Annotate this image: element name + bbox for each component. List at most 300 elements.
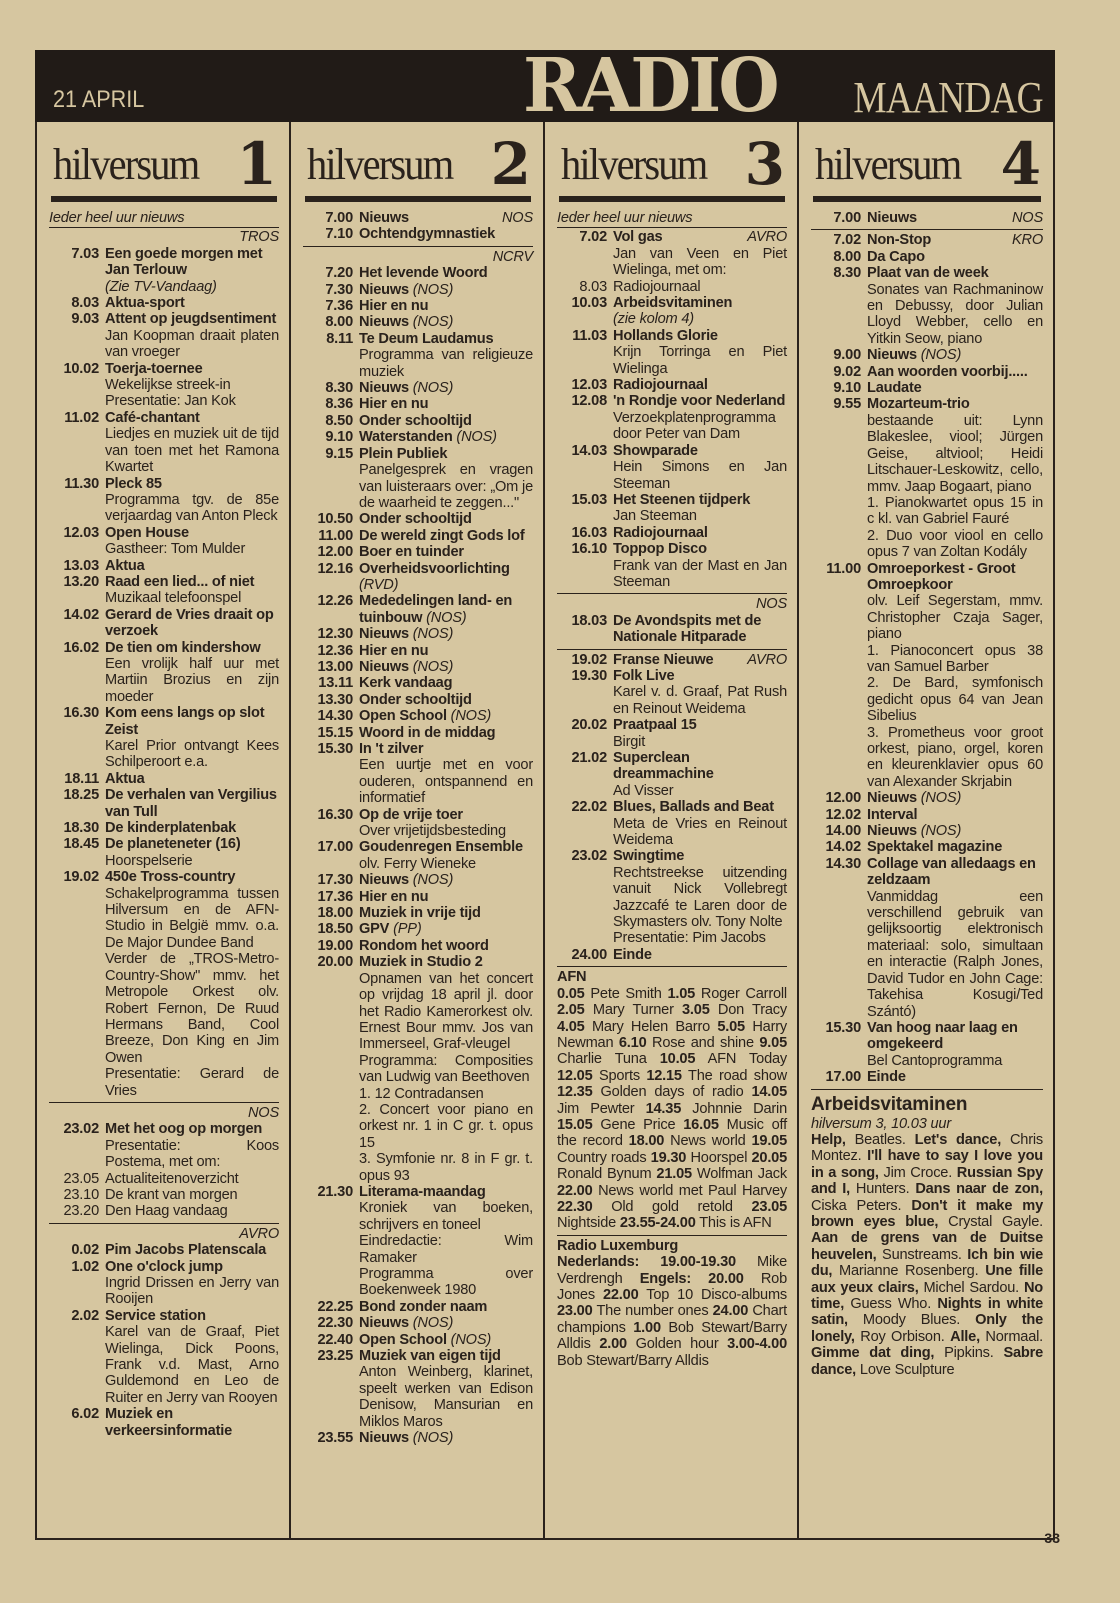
program-content — [105, 836, 279, 869]
program-broadcaster: (NOS) — [412, 281, 454, 298]
program-title: Aan woorden voorbij..... — [867, 363, 1028, 380]
program-broadcaster: (NOS) — [412, 872, 454, 889]
run-program: Mary Turner — [592, 1002, 674, 1019]
program-title-line — [105, 869, 279, 885]
program-title: Spektakel magazine — [867, 839, 1003, 856]
program-item — [303, 528, 533, 544]
run-time: 23.00 — [557, 1303, 593, 1320]
program-broadcaster: (NOS) — [920, 823, 962, 840]
broadcaster-label: NOS — [1011, 210, 1043, 226]
program-content — [613, 717, 787, 750]
program-description: Programma van religieuze muziek — [359, 347, 533, 380]
program-broadcaster: (NOS) — [412, 626, 454, 643]
program-time: 7.00 — [833, 210, 861, 226]
program-content — [359, 1332, 533, 1348]
program-title: Nieuws — [359, 380, 409, 397]
program-time: 8.30 — [833, 265, 861, 282]
program-time: 12.36 — [317, 642, 353, 659]
program-description: olv. Ferry Wieneke — [359, 855, 476, 872]
song-artist: Roy Orbison. — [860, 1328, 945, 1345]
program-title-line — [867, 561, 1043, 594]
program-title: Nieuws — [867, 347, 917, 364]
program-title-line — [867, 790, 1043, 806]
program-title: Toppop Disco — [613, 541, 707, 558]
program-title-line — [105, 525, 279, 541]
program-title-line — [359, 511, 533, 527]
program-time: 19.30 — [571, 667, 607, 684]
program-title: Den Haag vandaag — [105, 1203, 228, 1220]
program-description: Verder de „TROS-Metro-Country-Show" mmv. het Metropole Orkest olv. Robert Fernon, De Ruud Hermans Band, Cool Breeze, Don King en Jim Owen — [105, 951, 279, 1066]
program-time: 12.03 — [571, 377, 607, 394]
divider — [49, 1102, 279, 1103]
program-content — [613, 492, 787, 525]
station-columns — [37, 122, 1053, 1538]
program-item — [303, 282, 533, 298]
program-time: 14.00 — [825, 823, 861, 840]
run-program: Johnnie Darin — [692, 1100, 787, 1117]
run-program: Ronald Bynum — [557, 1166, 652, 1183]
program-item — [811, 364, 1043, 380]
program-title-line — [613, 229, 787, 245]
program-title: 'n Rondje voor Nederland — [613, 393, 786, 410]
program-time: 8.36 — [325, 396, 353, 413]
program-content — [359, 643, 533, 659]
program-time: 11.00 — [826, 560, 861, 577]
program-time: 13.20 — [63, 573, 99, 590]
station-heading — [559, 122, 785, 202]
program-time: 15.30 — [317, 741, 353, 757]
program-time: 7.20 — [325, 265, 353, 282]
program-content — [105, 476, 279, 525]
program-item — [303, 921, 533, 937]
program-content — [359, 593, 533, 626]
program-broadcaster: (NOS) — [450, 708, 492, 725]
program-title: Hollands Glorie — [613, 327, 718, 344]
program-time: 18.11 — [64, 770, 99, 787]
program-item — [557, 492, 787, 525]
program-description: 1. Pianoconcert opus 38 van Samuel Barber — [867, 642, 1043, 675]
program-description: Ingrid Drissen en Jerry van Rooijen — [105, 1275, 279, 1308]
program-title-line — [359, 380, 533, 396]
program-description: Programma tgv. de 85e verjaardag van Anton Pleck — [105, 491, 279, 525]
program-title: Rondom het woord — [359, 937, 489, 954]
program-time: 17.00 — [825, 1069, 861, 1086]
program-content — [359, 413, 533, 429]
program-item — [811, 839, 1043, 855]
program-content — [867, 249, 1043, 265]
program-item — [811, 1069, 1043, 1085]
program-content — [359, 396, 533, 412]
program-title: Franse Nieuwe — [613, 651, 714, 668]
program-description: Anton Weinberg, klarinet, speelt werken van Edison Denisow, Mansurian en Miklos Maros — [359, 1364, 533, 1430]
program-content — [867, 232, 1043, 248]
program-title: Mededelingen land- en tuinbouw — [359, 593, 513, 626]
program-item — [811, 347, 1043, 363]
run-time: 10.05 — [659, 1051, 696, 1068]
run-time: 6.10 — [618, 1034, 647, 1051]
program-time: 23.05 — [63, 1170, 99, 1187]
program-title: Service station — [105, 1307, 206, 1324]
program-title-line — [359, 561, 533, 594]
program-content — [105, 607, 279, 640]
program-title: Omroeporkest - Groot Omroepkoor — [867, 560, 1016, 593]
program-description: Programma over Boekenweek 1980 — [359, 1266, 533, 1299]
program-title-line — [359, 1348, 533, 1364]
program-title: Toerja-toernee — [105, 360, 203, 377]
program-item — [49, 820, 279, 836]
program-item — [303, 692, 533, 708]
program-title-line — [867, 1020, 1043, 1053]
program-description: 3. Symfonie nr. 8 in F gr. t. opus 93 — [359, 1151, 533, 1184]
program-title-line — [359, 741, 533, 757]
program-content — [105, 1308, 279, 1406]
program-description: 3. Prometheus voor groot orkest, piano, orgel, koren en kleurenklavier opus 60 van Alexander Skrjabin — [867, 724, 1043, 790]
station-heading — [51, 122, 277, 202]
program-title-line — [359, 807, 533, 823]
program-title-line — [359, 396, 533, 412]
program-time: 12.26 — [317, 593, 353, 610]
program-content — [105, 1259, 279, 1308]
program-description: Een vrolijk half uur met Martiin Brozius en zijn moeder — [105, 655, 279, 705]
run-program: Charlie Tuna — [557, 1051, 647, 1068]
program-title: Literama-maandag — [359, 1183, 486, 1200]
program-title-line — [105, 1171, 279, 1187]
song-title: Aan de grens van de Duitse heuvelen, — [811, 1230, 1043, 1263]
program-content — [105, 295, 279, 311]
program-broadcaster: (NOS) — [920, 347, 962, 364]
program-title-line — [359, 921, 533, 937]
program-title: Nieuws — [359, 210, 409, 226]
program-broadcaster: (NOS) — [412, 1430, 454, 1447]
program-content — [867, 1069, 1043, 1085]
program-item — [811, 265, 1043, 347]
song-artist: Beatles. — [854, 1131, 906, 1148]
station-name: hilversum — [53, 140, 199, 189]
program-item — [303, 954, 533, 1184]
schedule-list — [557, 210, 787, 1369]
program-content — [867, 364, 1043, 380]
program-item — [303, 1430, 533, 1446]
program-time: 7.02 — [833, 232, 861, 249]
song-artist: Crystal Gayle. — [948, 1213, 1043, 1230]
program-content — [359, 446, 533, 512]
program-title-line — [105, 705, 279, 738]
program-title-line — [613, 848, 787, 864]
program-item — [49, 607, 279, 640]
program-description: (zie kolom 4) — [613, 311, 694, 328]
program-content — [359, 921, 533, 937]
program-description: 2. Duo voor viool en cello opus 7 van Zoltan Kodály — [867, 527, 1043, 561]
program-item — [49, 771, 279, 787]
program-title-line — [613, 443, 787, 459]
program-title: Pleck 85 — [105, 475, 162, 492]
program-content — [105, 1121, 279, 1170]
program-content — [613, 848, 787, 946]
page-number: 33 — [1044, 1530, 1060, 1546]
program-title: Het levende Woord — [359, 265, 488, 282]
program-time: 24.00 — [571, 946, 607, 963]
program-title: De tien om kindershow — [105, 639, 261, 656]
program-item — [303, 741, 533, 807]
program-content — [613, 652, 787, 668]
program-time: 21.02 — [571, 750, 607, 766]
run-program: News world — [670, 1133, 746, 1150]
program-title-line — [359, 265, 533, 281]
program-content — [359, 708, 533, 724]
song-title: Only the lonely, — [811, 1312, 1043, 1345]
program-title: Een goede morgen met Jan Terlouw — [105, 245, 263, 279]
program-broadcaster: (NOS) — [412, 658, 454, 675]
program-item — [303, 1315, 533, 1331]
program-item — [49, 410, 279, 476]
program-title: Plein Publiek — [359, 445, 448, 462]
program-title-line — [359, 226, 533, 242]
program-title: Nieuws — [867, 790, 917, 807]
program-title: Interval — [867, 806, 918, 823]
program-item — [811, 380, 1043, 396]
program-content — [105, 869, 279, 1099]
program-time: 8.00 — [833, 248, 861, 265]
program-title: De planeteneter (16) — [105, 836, 241, 853]
program-item — [811, 561, 1043, 791]
program-time: 22.02 — [571, 799, 607, 816]
station-number: 4 — [1000, 130, 1041, 198]
program-title-line — [105, 1308, 279, 1324]
run-program: Music off the record — [557, 1116, 787, 1150]
program-content — [867, 210, 1043, 226]
run-program: The road show — [688, 1067, 788, 1084]
program-time: 22.40 — [317, 1331, 353, 1348]
program-time: 17.30 — [317, 872, 353, 889]
program-item — [49, 246, 279, 295]
program-item — [303, 807, 533, 840]
program-title: Aktua — [105, 557, 145, 574]
program-title-line — [105, 787, 279, 820]
program-title: Non-Stop — [867, 232, 932, 249]
program-item — [557, 947, 787, 963]
song-title: Nights in white satin, — [811, 1296, 1044, 1329]
program-title: Met het oog op morgen — [105, 1121, 263, 1138]
song-title: Sabre dance, — [811, 1345, 1043, 1378]
station-name: hilversum — [307, 140, 453, 189]
program-time: 23.10 — [63, 1186, 99, 1203]
program-content — [359, 429, 533, 445]
program-broadcaster: (NOS) — [412, 314, 454, 331]
program-description: Over vrijetijdsbesteding — [359, 823, 506, 840]
program-item — [303, 675, 533, 691]
program-title: Showparade — [613, 442, 698, 459]
program-title: Aktua-sport — [105, 295, 185, 312]
program-content — [867, 347, 1043, 363]
song-artist: Guess Who. — [850, 1296, 932, 1312]
run-time: 23.55-24.00 — [619, 1215, 696, 1232]
program-title: Onder schooltijd — [359, 691, 472, 708]
program-content — [359, 528, 533, 544]
program-description: Meta de Vries en Reinout Weidema — [613, 815, 787, 849]
program-content — [105, 820, 279, 836]
program-content — [359, 889, 533, 905]
program-description: (Zie TV-Vandaag) — [105, 278, 217, 295]
program-time: 8.03 — [71, 295, 99, 312]
program-title: Boer en tuinder — [359, 544, 464, 561]
run-program: News world met Paul Harvey — [598, 1182, 787, 1199]
program-time: 10.03 — [571, 295, 607, 312]
program-content — [359, 511, 533, 527]
program-content — [359, 659, 533, 675]
program-item — [557, 799, 787, 848]
run-time: 23.05 — [751, 1198, 788, 1215]
program-description: Programma: Composities van Ludwig van Beethoven — [359, 1052, 533, 1086]
program-content — [359, 1348, 533, 1430]
program-description: Presentatie: Jan Kok — [105, 393, 236, 410]
program-title-line — [359, 692, 533, 708]
program-content — [613, 443, 787, 492]
run-time: Nederlands: 19.00-19.30 — [557, 1254, 736, 1271]
song-artist: Moody Blues. — [862, 1312, 961, 1329]
program-description: Eindredactie: Wim Ramaker — [359, 1233, 533, 1266]
program-time: 16.30 — [63, 705, 99, 722]
program-title: Nieuws — [359, 872, 409, 889]
program-content — [359, 298, 533, 314]
program-title-line — [359, 331, 533, 347]
run-time: 4.05 — [557, 1018, 585, 1035]
program-time: 7.30 — [325, 281, 353, 298]
program-title: One o'clock jump — [105, 1258, 223, 1275]
program-content — [105, 787, 279, 820]
program-content — [105, 1406, 279, 1439]
program-time: 7.00 — [325, 210, 353, 226]
divider — [303, 246, 533, 247]
program-title-line — [613, 668, 787, 684]
program-time: 18.30 — [63, 820, 99, 837]
program-title-line — [359, 872, 533, 888]
program-description: Jan van Veen en Piet Wielinga, met om: — [613, 245, 787, 279]
program-time: 18.45 — [63, 836, 99, 853]
run-time: 19.30 — [650, 1149, 687, 1166]
program-time: 14.02 — [825, 839, 861, 856]
program-title-line — [359, 954, 533, 970]
program-content — [613, 947, 787, 963]
program-title: 450e Tross-country — [105, 869, 236, 886]
program-title: Vol gas — [613, 229, 663, 246]
program-title: Muziek en verkeersinformatie — [105, 1406, 233, 1439]
program-time: 6.02 — [71, 1406, 99, 1423]
program-time: 23.20 — [63, 1203, 99, 1220]
program-description: Liedjes en muziek uit de tijd van toen met het Ramona Kwartet — [105, 426, 279, 476]
program-title-line — [613, 750, 787, 783]
program-time: 7.10 — [325, 226, 353, 243]
program-content — [359, 954, 533, 1184]
program-title-line — [359, 905, 533, 921]
program-time: 18.25 — [63, 787, 99, 804]
program-title: Nieuws — [867, 210, 917, 226]
program-description: Presentatie: Gerard de Vries — [105, 1066, 279, 1099]
program-item — [49, 869, 279, 1099]
program-time: 9.10 — [833, 380, 861, 397]
run-time: 2.00 — [599, 1336, 627, 1353]
program-time: 13.00 — [317, 658, 353, 675]
program-content — [867, 807, 1043, 823]
broadcaster-label: KRO — [1011, 232, 1043, 249]
program-content — [359, 282, 533, 298]
program-item — [557, 717, 787, 750]
program-time: 22.25 — [317, 1298, 353, 1315]
program-title: Nieuws — [359, 1430, 409, 1447]
program-title: Collage van alledaags en zeldzaam — [867, 855, 1036, 889]
program-description: Panelgesprek en vragen van luisteraars over: „Om je de waarheid te zeggen..." — [359, 462, 533, 511]
news-note: Ieder heel uur nieuws — [49, 210, 279, 228]
program-item — [303, 593, 533, 626]
run-program: AFN Today — [707, 1051, 787, 1068]
program-title-line — [359, 626, 533, 642]
broadcaster-label: NOS — [247, 1104, 279, 1121]
program-item — [303, 905, 533, 921]
broadcaster-label: NCRV — [492, 248, 533, 265]
program-title-line — [359, 413, 533, 429]
program-content — [867, 839, 1043, 855]
program-title: Open School — [359, 708, 447, 725]
program-item — [557, 652, 787, 668]
program-title: Mozarteum-trio — [867, 396, 970, 413]
broadcaster-label: NOS — [501, 210, 533, 226]
program-content — [359, 839, 533, 872]
program-title: Swingtime — [613, 848, 685, 865]
program-time: 23.02 — [63, 1121, 99, 1138]
program-title: Muziek in vrije tijd — [359, 905, 481, 922]
program-time: 13.11 — [318, 675, 353, 692]
program-time: 12.30 — [317, 626, 353, 643]
program-item — [303, 544, 533, 560]
program-content — [359, 626, 533, 642]
song-title: Russian Spy and I, — [811, 1164, 1044, 1198]
program-time: 9.00 — [833, 347, 861, 364]
run-time: 19.05 — [751, 1133, 788, 1150]
program-time: 8.50 — [325, 412, 353, 429]
program-item — [303, 1299, 533, 1315]
song-title: Ich bin wie du, — [811, 1246, 1044, 1280]
program-title-line — [359, 708, 533, 724]
run-time: 0.05 — [557, 985, 585, 1002]
program-title: Laudate — [867, 380, 922, 397]
program-time: 9.10 — [325, 429, 353, 446]
program-time: 15.15 — [317, 724, 353, 741]
program-broadcaster: (RVD) — [359, 576, 399, 593]
program-title: Gerard de Vries draait op verzoek — [105, 606, 274, 640]
program-content — [359, 226, 533, 242]
program-title: Woord in de middag — [359, 724, 496, 741]
run-time: 2.05 — [557, 1002, 585, 1019]
program-title-line — [867, 823, 1043, 839]
program-time: 7.02 — [579, 229, 607, 246]
run-program: Old gold retold — [611, 1198, 733, 1215]
program-title-line — [613, 799, 787, 815]
program-title: Nieuws — [359, 1315, 409, 1332]
run-time: 12.05 — [557, 1067, 593, 1084]
program-content — [867, 856, 1043, 1020]
program-content — [359, 265, 533, 281]
program-time: 0.02 — [71, 1242, 99, 1259]
program-time: 21.30 — [317, 1183, 353, 1200]
program-title-line — [359, 1430, 533, 1446]
program-description: Schakelprogramma tussen Hilversum en de AFN-Studio in België mmv. o.a. De Major Dundee Band — [105, 885, 279, 951]
program-content — [359, 725, 533, 741]
program-title: Einde — [613, 946, 652, 963]
program-item — [557, 229, 787, 278]
song-artist: Michel Sardou. — [923, 1279, 1020, 1296]
broadcaster-label: TROS — [239, 229, 279, 246]
program-time: 18.03 — [571, 612, 607, 629]
program-broadcaster: (NOS) — [450, 1331, 492, 1348]
